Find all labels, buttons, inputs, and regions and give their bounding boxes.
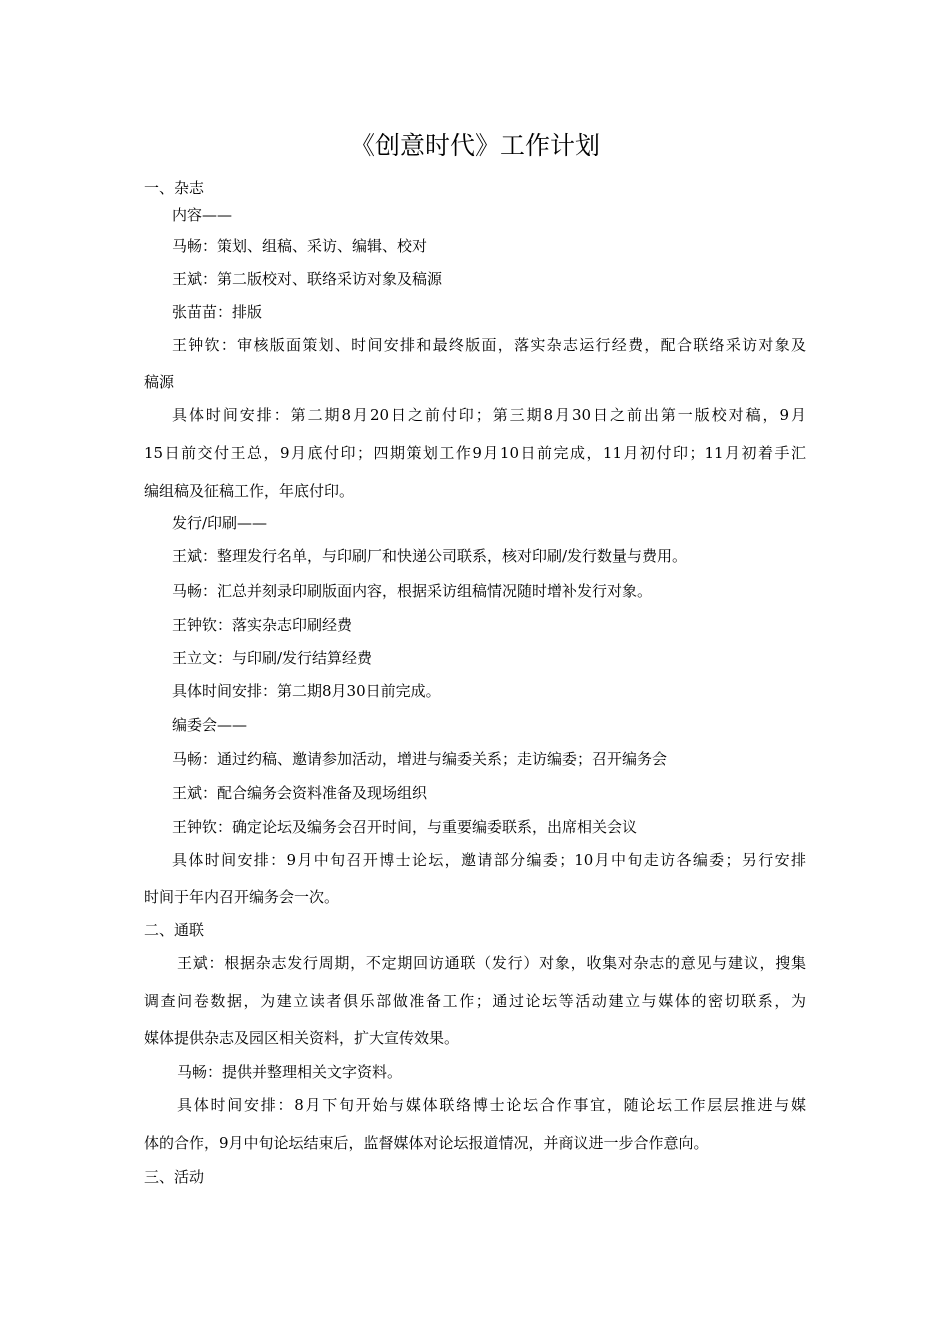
- paragraph-line: 张苗苗：排版: [172, 303, 263, 321]
- paragraph-line: 稿源: [144, 373, 175, 391]
- paragraph-line: 具体时间安排：9月中旬召开博士论坛，邀请部分编委；10月中旬走访各编委；另行安排: [172, 851, 806, 869]
- paragraph-line: 王钟钦：落实杂志印刷经费: [172, 616, 353, 634]
- paragraph-line: 15日前交付王总，9月底付印；四期策划工作9月10日前完成，11月初付印；11月初着手汇: [144, 444, 806, 462]
- paragraph-line: 时间于年内召开编务会一次。: [144, 888, 340, 906]
- paragraph-line: 媒体提供杂志及园区相关资料，扩大宣传效果。: [144, 1029, 460, 1047]
- paragraph-line: 马畅：通过约稿、邀请参加活动，增进与编委关系；走访编委；召开编务会: [172, 750, 668, 768]
- paragraph-line: 具体时间安排：8月下旬开始与媒体联络博士论坛合作事宜，随论坛工作层层推进与媒: [177, 1096, 806, 1114]
- paragraph-line: 王斌：配合编务会资料准备及现场组织: [172, 784, 428, 802]
- paragraph-line: 具体时间安排：第二期8月30日前完成。: [172, 682, 441, 700]
- paragraph-line: 编组稿及征稿工作，年底付印。: [144, 482, 355, 500]
- paragraph-line: 王立文：与印刷/发行结算经费: [172, 649, 373, 667]
- section-heading-magazine: 一、杂志: [144, 179, 205, 197]
- paragraph-line: 王斌：根据杂志发行周期，不定期回访通联（发行）对象，收集对杂志的意见与建议，搜集: [177, 954, 806, 972]
- document-title: 《创意时代》工作计划: [349, 131, 600, 160]
- paragraph-line: 体的合作，9月中旬论坛结束后，监督媒体对论坛报道情况，并商议进一步合作意向。: [144, 1134, 709, 1152]
- paragraph-line: 王斌：整理发行名单，与印刷厂和快递公司联系，核对印刷/发行数量与费用。: [172, 547, 688, 565]
- paragraph-line: 王钟钦：确定论坛及编务会召开时间，与重要编委联系，出席相关会议: [172, 818, 638, 836]
- paragraph-line: 调查问卷数据，为建立读者俱乐部做准备工作；通过论坛等活动建立与媒体的密切联系，为: [144, 992, 806, 1010]
- subsection-label-printing: 发行/印刷——: [172, 514, 268, 532]
- paragraph-line: 马畅：提供并整理相关文字资料。: [177, 1063, 403, 1081]
- subsection-label-content: 内容——: [172, 206, 233, 224]
- subsection-label-editorial: 编委会——: [172, 716, 248, 734]
- paragraph-line: 马畅：策划、组稿、采访、编辑、校对: [172, 237, 428, 255]
- paragraph-line: 王钟钦：审核版面策划、时间安排和最终版面，落实杂志运行经费，配合联络采访对象及: [172, 336, 806, 354]
- section-heading-activities: 三、活动: [144, 1168, 205, 1186]
- paragraph-line: 具体时间安排：第二期8月20日之前付印；第三期8月30日之前出第一版校对稿，9月: [172, 406, 806, 424]
- paragraph-line: 马畅：汇总并刻录印刷版面内容，根据采访组稿情况随时增补发行对象。: [172, 582, 653, 600]
- section-heading-liaison: 二、通联: [144, 921, 205, 939]
- paragraph-line: 王斌：第二版校对、联络采访对象及稿源: [172, 270, 443, 288]
